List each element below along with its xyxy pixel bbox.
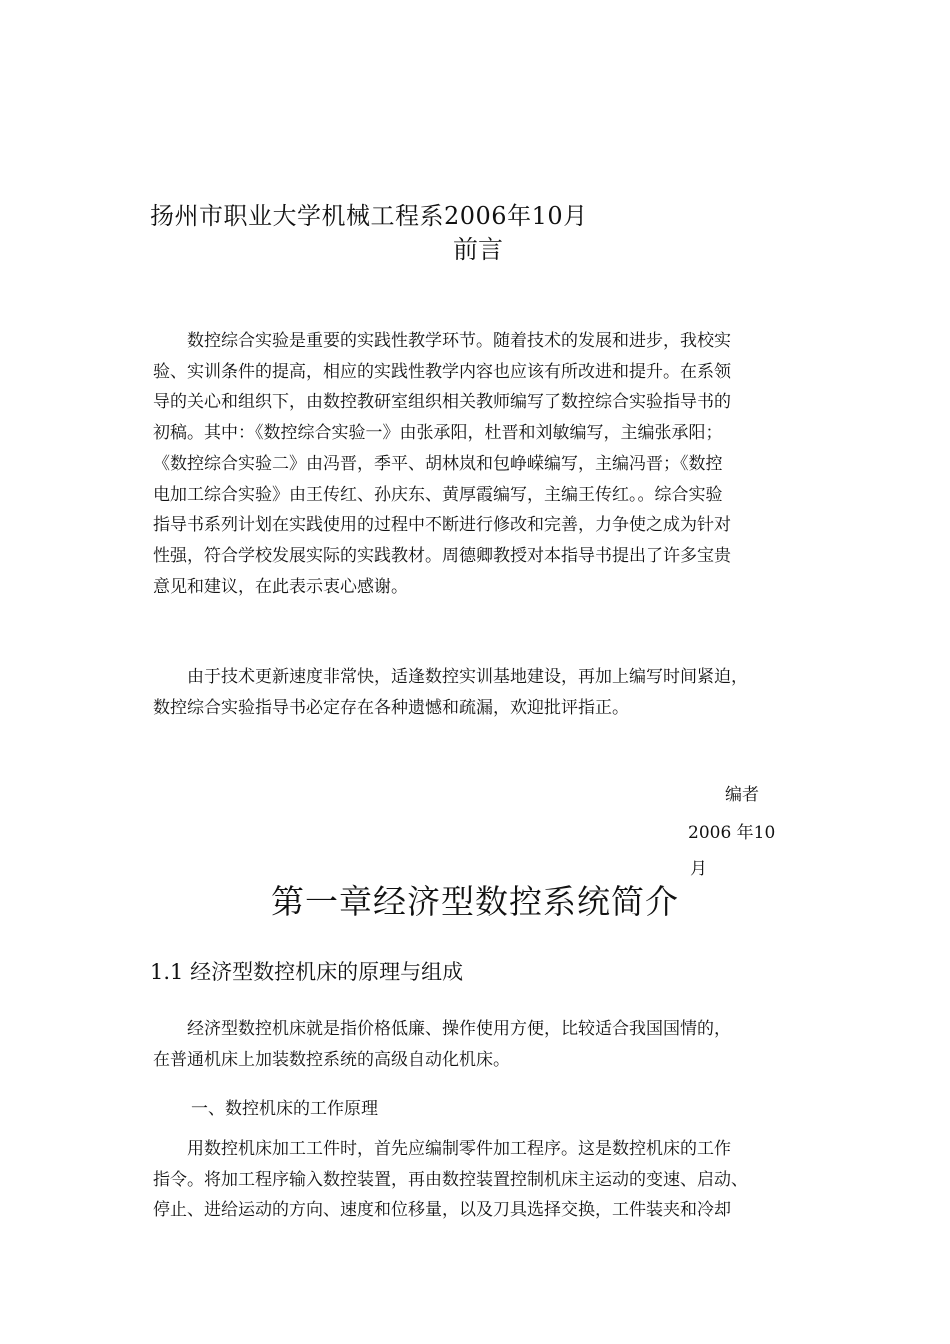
signature-date-continued: 月 [690,859,707,879]
signature-author: 编者 [725,785,759,805]
text-line: 用数控机床加工工件时，首先应编制零件加工程序。这是数控机床的工作 [153,1139,731,1159]
text-line: 数控综合实验指导书必定存在各种遗憾和疏漏，欢迎批评指正。 [153,697,629,718]
preface-paragraph-2 [153,662,813,723]
text-line: 指令。将加工程序输入数控装置，再由数控装置控制机床主运动的变速、启动、 [153,1169,748,1190]
text-line: 性强，符合学校发展实际的实践教材。周德卿教授对本指导书提出了许多宝贵 [153,545,731,566]
chapter-title: 第一章经济型数控系统简介 [271,882,679,921]
text-line: 数控综合实验是重要的实践性教学环节。随着技术的发展和进步，我校实 [153,331,731,351]
text-line: 导的关心和组织下，由数控教研室组织相关教师编写了数控综合实验指导书的 [153,392,731,413]
text-line: 意见和建议，在此表示衷心感谢。 [153,576,408,597]
text-line: 停止、进给运动的方向、速度和位移量，以及刀具选择交换，工件装夹和冷却 [153,1200,731,1221]
preface-paragraph-1 [153,326,813,602]
text-line: 验、实训条件的提高，相应的实践性教学内容也应该有所改进和提升。在系领 [153,361,731,382]
preface-title: 前言 [453,235,504,264]
text-line: 《数控综合实验二》由冯晋，季平、胡林岚和包峥嵘编写，主编冯晋；《数控 [153,453,723,474]
text-line: 由于技术更新速度非常快，适逢数控实训基地建设，再加上编写时间紧迫， [153,667,748,687]
section-paragraph-1 [153,1014,813,1075]
signature-date: 2006 年10 [688,823,776,843]
header-line: 扬州市职业大学机械工程系2006年10月 [150,202,588,230]
text-line: 电加工综合实验》由王传红、孙庆东、黄厚霞编写，主编王传红。。综合实验 [153,484,723,505]
section-title: 1.1 经济型数控机床的原理与组成 [150,960,464,984]
text-line: 经济型数控机床就是指价格低廉、操作使用方便，比较适合我国国情的， [153,1019,731,1039]
subsection-title: 一、数控机床的工作原理 [191,1099,378,1119]
section-paragraph-2 [153,1134,813,1226]
text-line: 指导书系列计划在实践使用的过程中不断进行修改和完善，力争使之成为针对 [153,515,731,536]
text-line: 初稿。其中：《数控综合实验一》由张承阳，杜晋和刘敏编写，主编张承阳； [153,423,723,444]
text-line: 在普通机床上加装数控系统的高级自动化机床。 [153,1049,510,1070]
